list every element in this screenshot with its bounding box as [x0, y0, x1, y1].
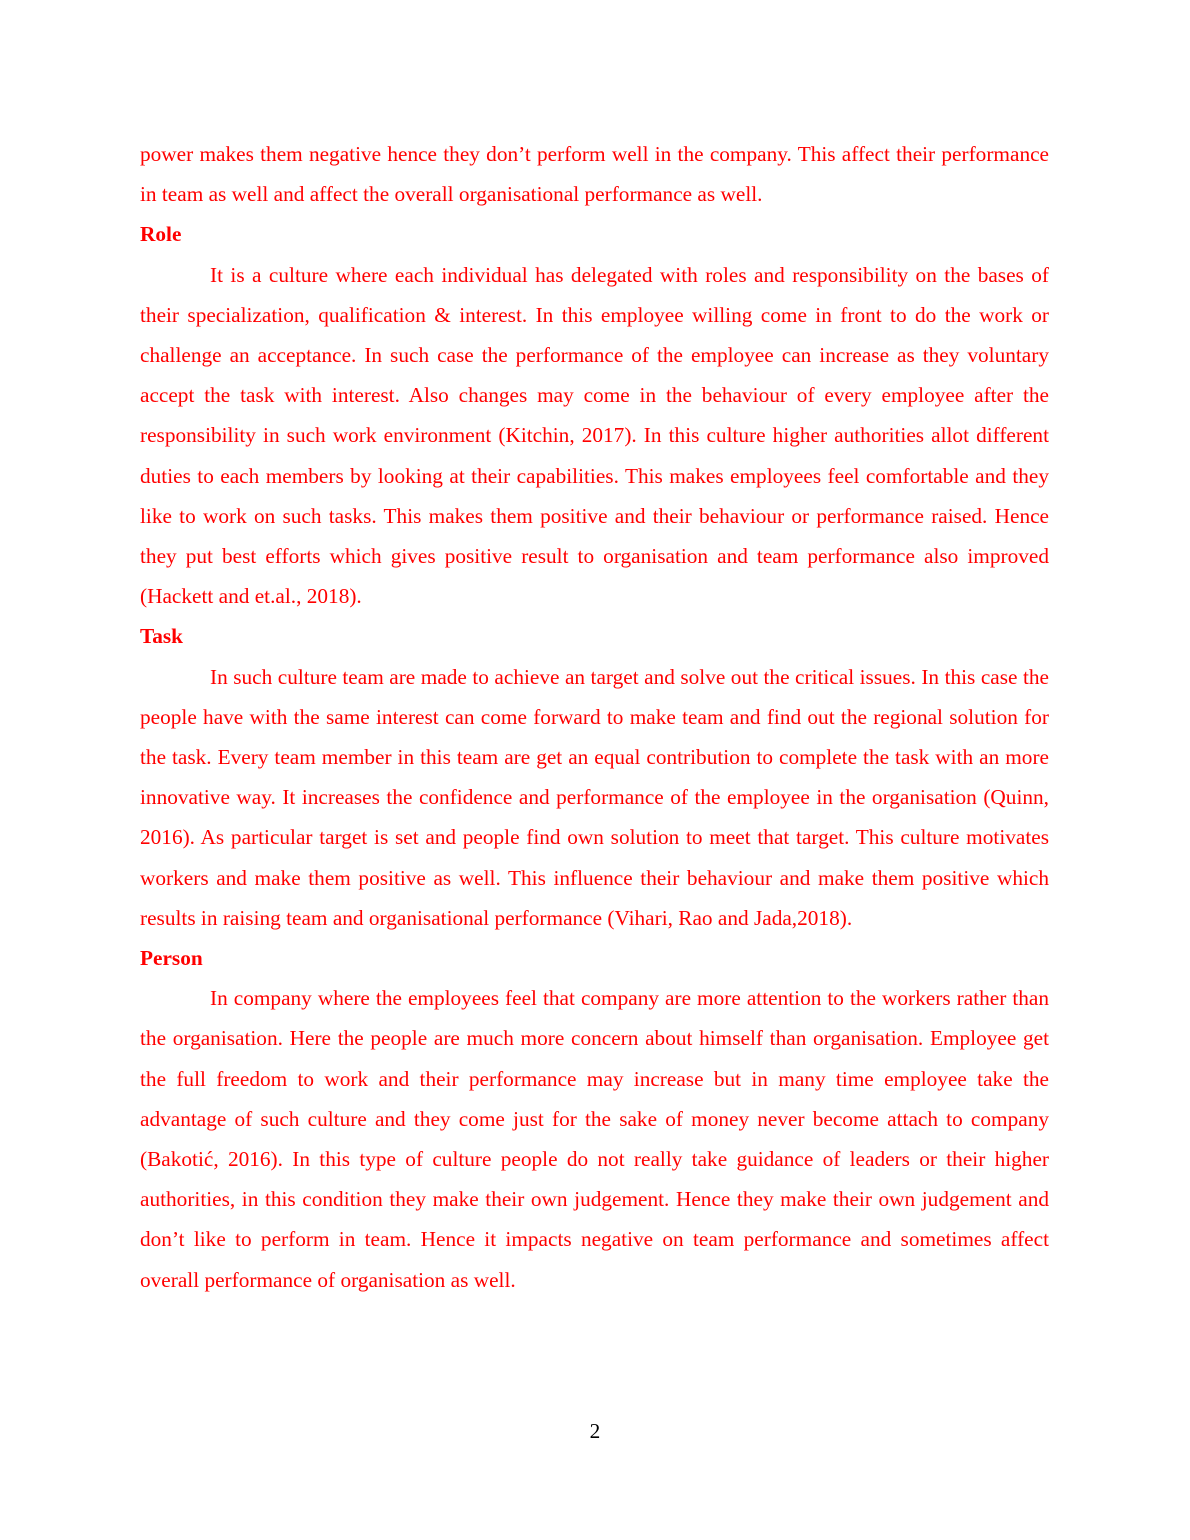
- section-heading-role: Role: [140, 222, 182, 247]
- continuation-paragraph: power makes them negative hence they don’t perform well in the company. This affect their performance in team as well and affect the overall organisational performance as well.: [140, 142, 1049, 207]
- section-paragraph-role: It is a culture where each individual has delegated with roles and responsibility on the bases of their specialization, qualification & interest. In this employee willing come in front to do the work or challenge an acceptance. In such case the performance of the employee can increase as they voluntary accept the task with interest. Also changes may come in the behaviour of every employee after the responsibility in such work environment (Kitchin, 2017). In this culture higher authorities allot different duties to each members by looking at their capabilities. This makes employees feel comfortable and they like to work on such tasks. This makes them positive and their behaviour or performance raised. Hence they put best efforts which gives positive result to organisation and team performance also improved (Hackett and et.al., 2018).: [140, 262, 1049, 609]
- section-heading-task: Task: [140, 624, 184, 649]
- section-paragraph-person: In company where the employees feel that company are more attention to the workers rather than the organisation. Here the people are much more concern about himself than organisation. Employee get the full freedom to work and their performance may increase but in many time employee take the advantage of such culture and they come just for the sake of money never become attach to company (Bakotić, 2016). In this type of culture people do not really take guidance of leaders or their higher authorities, in this condition they make their own judgement. Hence they make their own judgement and don’t like to perform in team. Hence it impacts negative on team performance and sometimes affect overall performance of organisation as well.: [140, 986, 1049, 1292]
- section-paragraph-task: In such culture team are made to achieve an target and solve out the critical issues. In this case the people have with the same interest can come forward to make team and find out the regional solution for the task. Every team member in this team are get an equal contribution to complete the task with an more innovative way. It increases the confidence and performance of the employee in the organisation (Quinn, 2016). As particular target is set and people find own solution to meet that target. This culture motivates workers and make them positive as well. This influence their behaviour and make them positive which results in raising team and organisational performance (Vihari, Rao and Jada,2018).: [140, 664, 1049, 930]
- page-body: [140, 134, 1049, 1300]
- section-heading-person: Person: [140, 946, 203, 971]
- page-number: 2: [589, 1419, 601, 1443]
